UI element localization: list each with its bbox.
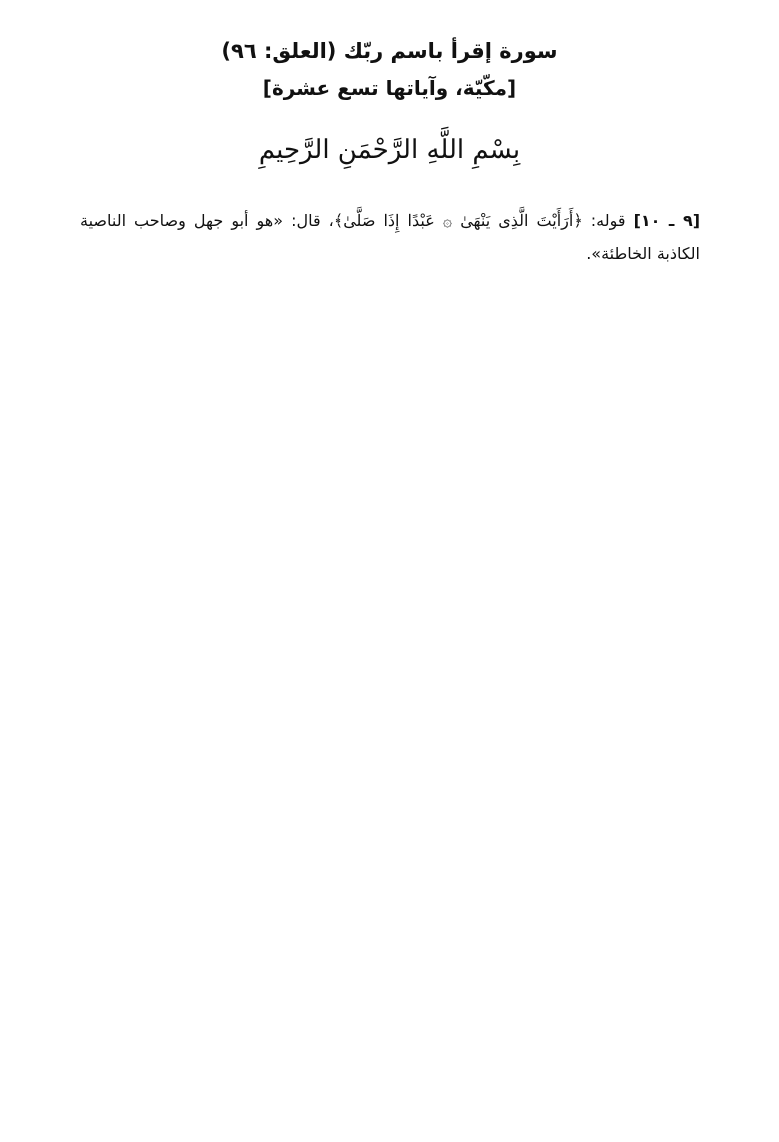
basmala xyxy=(0,130,779,170)
commentary-intro: قوله: xyxy=(590,211,626,230)
surah-subtitle: [مكّيّة، وآياتها تسع عشرة] xyxy=(262,76,517,100)
quoted-verse: ﴿أَرَأَيْتَ الَّذِى يَنْهَىٰ ۞ عَبْدًا إِذَا صَلَّىٰ﴾ xyxy=(333,211,583,230)
surah-header xyxy=(0,34,779,104)
verse-reference: [٩ ـ ١٠] xyxy=(633,211,701,230)
surah-title: سورة إقرأ باسم ربّك (العلق: ٩٦) xyxy=(221,39,558,63)
basmala-text: بِسْمِ اللَّهِ الرَّحْمَنِ الرَّحِيمِ xyxy=(258,135,521,165)
commentary-paragraph xyxy=(80,204,700,270)
commentary-body: ، قال: «هو أبو جهل وصاحب الناصية الكاذبة الخاطئة». xyxy=(80,211,700,263)
